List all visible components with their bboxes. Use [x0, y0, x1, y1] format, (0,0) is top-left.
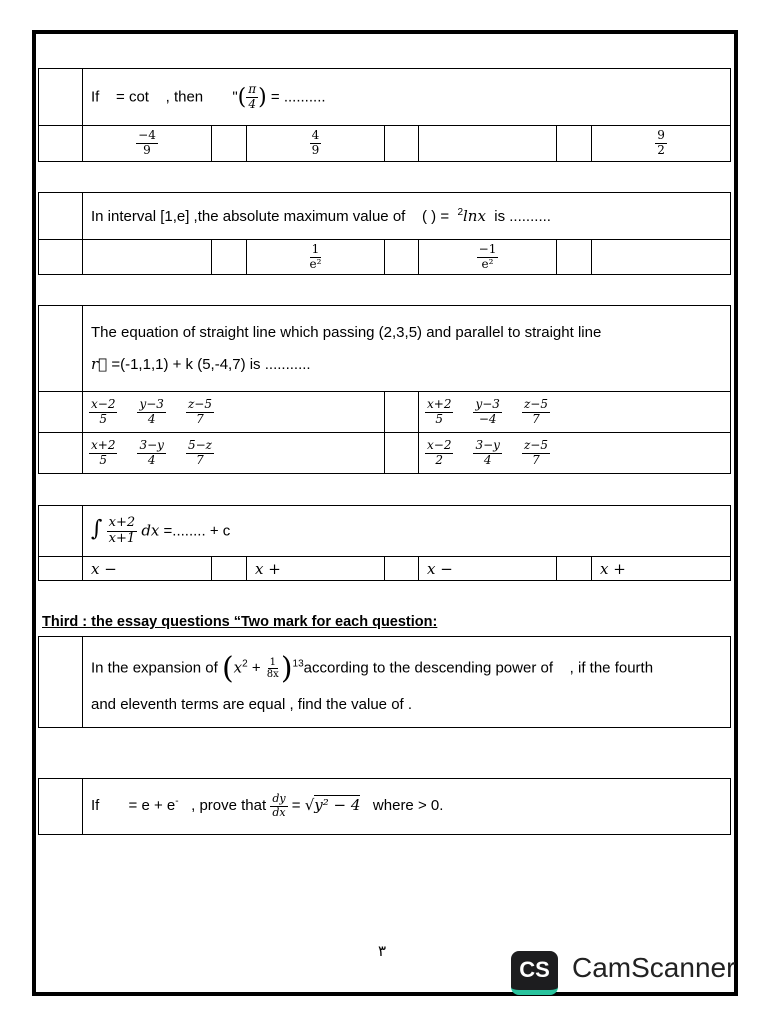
option-label-cell — [39, 392, 83, 433]
question-number-cell — [39, 69, 83, 126]
camscanner-logo-icon: CS — [511, 951, 558, 995]
question-number-cell — [39, 506, 83, 557]
question-stem: In interval [1,e] ,the absolute maximum value of ( ) = $^2$lnx is .......... — [83, 193, 731, 240]
question-number-cell — [39, 637, 83, 728]
question-stem: ∫ $\frac{x+2}{x+1}$ dx =........ + c — [83, 506, 731, 557]
option-d[interactable]: $\frac{9}{2}$ — [592, 126, 731, 162]
question-stem: If = e + e- , prove that $\frac{dy}{dx}$ = √y² − 4 where > 0. — [83, 779, 731, 835]
option-label-cell — [39, 240, 83, 275]
option-label-cell — [557, 240, 592, 275]
option-label-cell — [212, 557, 247, 581]
question-stem: In the expansion of ($x^2$ + $\frac{1}{8x}$ )$^{13}$according to the descending power of , if the fourth and eleventh terms are equal , find the value of . — [83, 637, 731, 728]
question-4 — [38, 505, 731, 581]
option-c[interactable] — [419, 126, 557, 162]
option-a[interactable]: $\frac{x-2}{5}$ $\frac{y-3}{4}$ $\frac{z-5}{7}$ — [83, 392, 385, 433]
option-label-cell — [39, 557, 83, 581]
option-label-cell — [39, 126, 83, 162]
option-label-cell — [385, 557, 419, 581]
option-a[interactable] — [83, 240, 212, 275]
option-a[interactable]: x − — [83, 557, 212, 581]
option-d[interactable]: $\frac{x-2}{2}$ $\frac{3-y}{4}$ $\frac{z-5}{7}$ — [419, 433, 731, 474]
option-b[interactable]: $\frac{x+2}{5}$ $\frac{y-3}{-4}$ $\frac{z-5}{7}$ — [419, 392, 731, 433]
question-1 — [38, 68, 731, 162]
option-label-cell — [385, 433, 419, 474]
option-label-cell — [385, 240, 419, 275]
option-b[interactable]: $\frac{1}{\text{e²}}$ — [247, 240, 385, 275]
question-number-cell — [39, 779, 83, 835]
option-d[interactable]: x + — [592, 557, 731, 581]
option-label-cell — [385, 392, 419, 433]
option-a[interactable]: $\frac{-4}{9}$ — [83, 126, 212, 162]
option-label-cell — [212, 126, 247, 162]
option-c[interactable]: $\frac{x+2}{5}$ $\frac{3-y}{4}$ $\frac{5-z}{7}$ — [83, 433, 385, 474]
option-label-cell — [557, 557, 592, 581]
question-number-cell — [39, 306, 83, 392]
option-c[interactable]: x − — [419, 557, 557, 581]
question-stem: The equation of straight line which passing (2,3,5) and parallel to straight line r⃗ =(-1,1,1) + k (5,-4,7) is ........... — [83, 306, 731, 392]
option-b[interactable]: $\frac{4}{9}$ — [247, 126, 385, 162]
section-title: Third : the essay questions “Two mark for each question: — [42, 614, 438, 630]
question-stem: If = cot , then "( $\frac{\pi}{4}$ ) = .......... — [83, 69, 731, 126]
option-c[interactable]: $\frac{-1}{\text{e²}}$ — [419, 240, 557, 275]
option-label-cell — [385, 126, 419, 162]
question-2 — [38, 192, 731, 275]
option-b[interactable]: x + — [247, 557, 385, 581]
option-label-cell — [39, 433, 83, 474]
page-number: ٣ — [378, 943, 387, 960]
option-label-cell — [557, 126, 592, 162]
option-d[interactable] — [592, 240, 731, 275]
essay-question-1 — [38, 636, 731, 728]
essay-question-2 — [38, 778, 731, 835]
option-label-cell — [212, 240, 247, 275]
camscanner-brand: CamScanner — [572, 952, 736, 983]
question-number-cell — [39, 193, 83, 240]
question-3 — [38, 305, 731, 474]
